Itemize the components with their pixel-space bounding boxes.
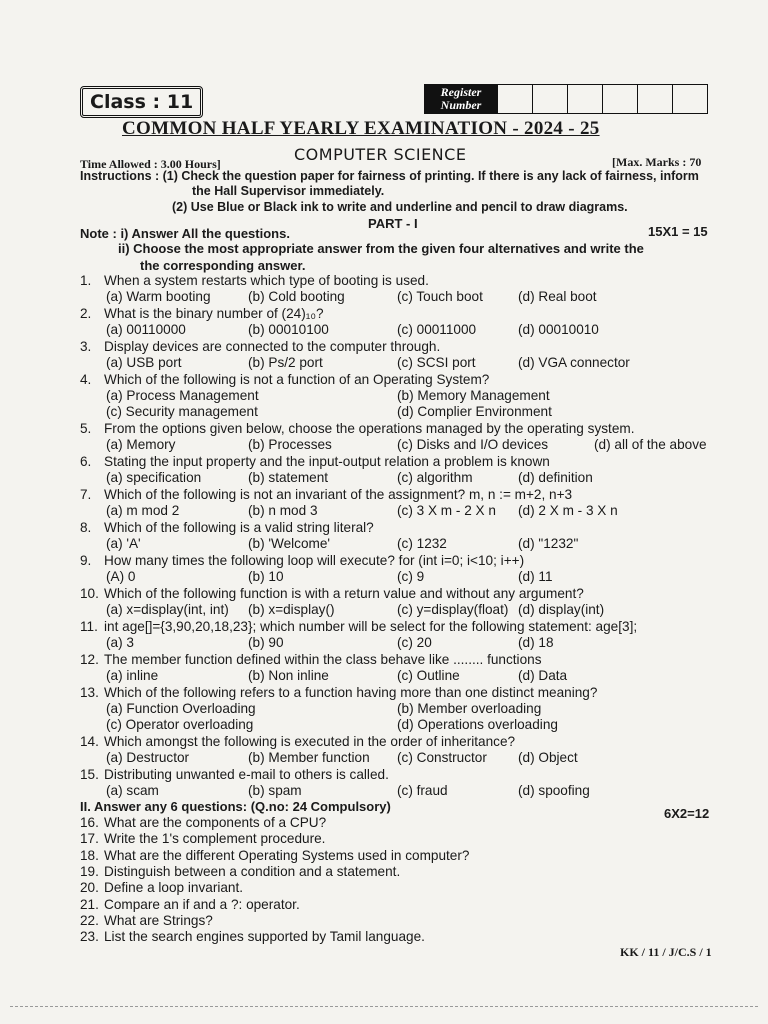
question-number: 8. xyxy=(80,520,92,535)
note-answer-all: Note : i) Answer All the questions. xyxy=(80,226,290,241)
answer-option: (a) USB port xyxy=(106,355,182,370)
answer-option: (c) 20 xyxy=(397,635,432,650)
question-text: When a system restarts which type of booting is used. xyxy=(104,273,429,288)
answer-option: (d) "1232" xyxy=(518,536,579,551)
answer-option: (a) x=display(int, int) xyxy=(106,602,229,617)
part-two-marks: 6X2=12 xyxy=(664,806,710,821)
max-marks: [Max. Marks : 70 xyxy=(612,155,702,169)
question-number: 20. xyxy=(80,880,99,896)
register-number-cell xyxy=(497,85,532,113)
question-text: Which amongst the following is executed in the order of inheritance? xyxy=(104,734,516,749)
answer-option: (a) inline xyxy=(106,668,159,683)
answer-option: (d) definition xyxy=(518,470,593,485)
short-question-item xyxy=(80,880,243,896)
answer-option: (b) spam xyxy=(248,783,302,798)
question-number: 12. xyxy=(80,652,99,667)
question-item xyxy=(80,306,324,322)
question-number: 10. xyxy=(80,586,99,601)
answer-option: (d) Data xyxy=(518,668,568,683)
answer-option: (a) specification xyxy=(106,470,202,485)
answer-option: (d) Complier Environment xyxy=(397,404,552,419)
question-number: 17. xyxy=(80,831,99,847)
question-number: 23. xyxy=(80,929,99,945)
question-number: 21. xyxy=(80,896,99,912)
question-number: 13. xyxy=(80,685,99,700)
answer-option: (a) 00110000 xyxy=(106,322,186,337)
answer-option: (a) 3 xyxy=(106,635,134,650)
register-number-label: Register Number xyxy=(425,85,497,113)
question-text: Which of the following refers to a function having more than one distinct meaning? xyxy=(104,685,598,700)
answer-option: (A) 0 xyxy=(106,569,136,584)
question-text: Compare an if and a ?: operator. xyxy=(104,896,300,912)
answer-option: (b) x=display() xyxy=(248,602,335,617)
answer-option: (b) Memory Management xyxy=(397,388,550,403)
question-number: 7. xyxy=(80,487,92,502)
answer-option: (d) Real boot xyxy=(518,289,597,304)
answer-option: (a) Destructor xyxy=(106,750,190,765)
part-one-marks: 15X1 = 15 xyxy=(648,224,708,239)
part-two-title: II. Answer any 6 questions: (Q.no: 24 Compulsory) xyxy=(80,799,391,814)
short-question-item xyxy=(80,815,326,831)
answer-option: (b) 'Welcome' xyxy=(248,536,330,551)
answer-option: (d) spoofing xyxy=(518,783,590,798)
answer-option: (b) Non inline xyxy=(248,668,329,683)
question-number: 9. xyxy=(80,553,92,568)
short-question-item xyxy=(80,848,469,864)
answer-option: (c) SCSI port xyxy=(397,355,476,370)
answer-option: (b) Ps/2 port xyxy=(248,355,323,370)
question-item xyxy=(80,273,429,289)
answer-option: (d) Object xyxy=(518,750,578,765)
question-text: Define a loop invariant. xyxy=(104,880,244,896)
answer-option: (d) display(int) xyxy=(518,602,605,617)
time-allowed: Time Allowed : 3.00 Hours] xyxy=(80,157,221,171)
question-text: What are Strings? xyxy=(104,912,213,928)
answer-option: (b) Processes xyxy=(248,437,332,452)
register-number-box xyxy=(424,84,708,114)
answer-option: (c) algorithm xyxy=(397,470,473,485)
answer-option: (a) 'A' xyxy=(106,536,141,551)
question-text: Which of the following is not a function of an Operating System? xyxy=(104,372,490,387)
answer-option: (a) m mod 2 xyxy=(106,503,180,518)
answer-option: (c) Constructor xyxy=(397,750,487,765)
answer-option: (d) 11 xyxy=(518,569,553,584)
exam-title: COMMON HALF YEARLY EXAMINATION - 2024 - 25 xyxy=(122,118,600,139)
short-question-item xyxy=(80,929,425,945)
class-label: Class : 11 xyxy=(80,86,203,118)
answer-option: (c) Security management xyxy=(106,404,258,419)
short-question-item xyxy=(80,831,325,847)
answer-option: (b) Member function xyxy=(248,750,370,765)
answer-option: (c) 1232 xyxy=(397,536,447,551)
answer-option: (a) scam xyxy=(106,783,159,798)
question-item xyxy=(80,520,374,536)
question-number: 16. xyxy=(80,815,99,830)
question-text: Distributing unwanted e-mail to others is called. xyxy=(104,767,389,782)
question-number: 3. xyxy=(80,339,92,354)
register-number-cell xyxy=(602,85,637,113)
answer-option: (b) Cold booting xyxy=(248,289,345,304)
note-choose-cont: the corresponding answer. xyxy=(140,258,306,273)
answer-option: (d) Operations overloading xyxy=(397,717,558,732)
question-text: The member function defined within the class behave like ........ functions xyxy=(104,652,542,667)
subject-title: COMPUTER SCIENCE xyxy=(294,145,467,164)
question-text: Which of the following is a valid string literal? xyxy=(104,520,374,535)
answer-option: (b) 90 xyxy=(248,635,284,650)
answer-option: (a) Function Overloading xyxy=(106,701,256,716)
question-text: What are the different Operating Systems used in computer? xyxy=(104,847,470,863)
register-number-cell xyxy=(567,85,602,113)
answer-option: (c) Operator overloading xyxy=(106,717,254,732)
answer-option: (b) 10 xyxy=(248,569,284,584)
question-item xyxy=(80,339,440,355)
question-number: 1. xyxy=(80,273,92,288)
question-item xyxy=(80,619,637,635)
answer-option: (c) Disks and I/O devices xyxy=(397,437,549,452)
footer-code: KK / 11 / J/C.S / 1 xyxy=(620,945,712,959)
question-text: From the options given below, choose the operations managed by the operating system. xyxy=(104,421,635,436)
question-item xyxy=(80,421,634,437)
answer-option: (d) 00010010 xyxy=(518,322,599,337)
question-number: 22. xyxy=(80,912,99,928)
answer-option: (a) Process Management xyxy=(106,388,259,403)
note-choose: ii) Choose the most appropriate answer from the given four alternatives and write the xyxy=(118,241,644,256)
instructions-line-2: (2) Use Blue or Black ink to write and underline and pencil to draw diagrams. xyxy=(172,200,628,214)
short-question-item xyxy=(80,913,213,929)
short-question-item xyxy=(80,864,400,880)
question-text: int age[]={3,90,20,18,23}; which number will be select for the following statement: age[3]; xyxy=(104,619,638,634)
answer-option: (c) fraud xyxy=(397,783,448,798)
question-text: Which of the following function is with a return value and without any argument? xyxy=(104,586,584,601)
answer-option: (b) Member overloading xyxy=(397,701,542,716)
answer-option: (d) all of the above xyxy=(594,437,707,452)
answer-option: (b) statement xyxy=(248,470,329,485)
question-text: List the search engines supported by Tamil language. xyxy=(104,929,425,945)
question-text: What is the binary number of (24)₁₀? xyxy=(104,306,324,321)
part-one-title: PART - I xyxy=(368,216,418,231)
question-item xyxy=(80,767,389,783)
answer-option: (d) 18 xyxy=(518,635,554,650)
answer-option: (a) Warm booting xyxy=(106,289,211,304)
answer-option: (c) Outline xyxy=(397,668,460,683)
instructions-line-1-cont: the Hall Supervisor immediately. xyxy=(192,184,385,198)
answer-option: (c) 9 xyxy=(397,569,425,584)
question-item xyxy=(80,734,515,750)
question-item xyxy=(80,586,584,602)
question-item xyxy=(80,685,597,701)
register-number-cell xyxy=(672,85,707,113)
question-number: 6. xyxy=(80,454,92,469)
question-text: Which of the following is not an invariant of the assignment? m, n := m+2, n+3 xyxy=(104,487,573,502)
question-number: 4. xyxy=(80,372,92,387)
short-question-item xyxy=(80,897,300,913)
question-text: Display devices are connected to the computer through. xyxy=(104,339,441,354)
question-text: How many times the following loop will execute? for (int i=0; i<10; i++) xyxy=(104,553,525,568)
question-number: 5. xyxy=(80,421,92,436)
question-number: 14. xyxy=(80,734,99,749)
answer-option: (b) 00010100 xyxy=(248,322,329,337)
question-text: Stating the input property and the input-output relation a problem is known xyxy=(104,454,550,469)
question-number: 15. xyxy=(80,767,99,782)
register-number-cells xyxy=(497,85,707,113)
register-number-cell xyxy=(532,85,567,113)
question-item xyxy=(80,372,489,388)
question-number: 2. xyxy=(80,306,92,321)
question-text: Distinguish between a condition and a statement. xyxy=(104,863,401,879)
answer-option: (c) Touch boot xyxy=(397,289,483,304)
register-number-cell xyxy=(637,85,672,113)
question-item xyxy=(80,487,572,503)
instructions-line-1: Instructions : (1) Check the question paper for fairness of printing. If there is any lack of fairness, inform xyxy=(80,169,699,183)
question-number: 11. xyxy=(80,619,98,634)
question-item xyxy=(80,553,524,569)
question-text: Write the 1's complement procedure. xyxy=(104,831,326,847)
question-item xyxy=(80,652,542,668)
answer-option: (c) 00011000 xyxy=(397,322,477,337)
answer-option: (a) Memory xyxy=(106,437,176,452)
question-number: 18. xyxy=(80,847,99,863)
question-item xyxy=(80,454,550,470)
answer-option: (d) VGA connector xyxy=(518,355,630,370)
answer-option: (b) n mod 3 xyxy=(248,503,318,518)
answer-option: (c) 3 X m - 2 X n xyxy=(397,503,496,518)
question-text: What are the components of a CPU? xyxy=(104,815,327,830)
answer-option: (c) y=display(float) xyxy=(397,602,509,617)
question-number: 19. xyxy=(80,863,99,879)
page-edge-divider xyxy=(10,1006,758,1007)
answer-option: (d) 2 X m - 3 X n xyxy=(518,503,618,518)
